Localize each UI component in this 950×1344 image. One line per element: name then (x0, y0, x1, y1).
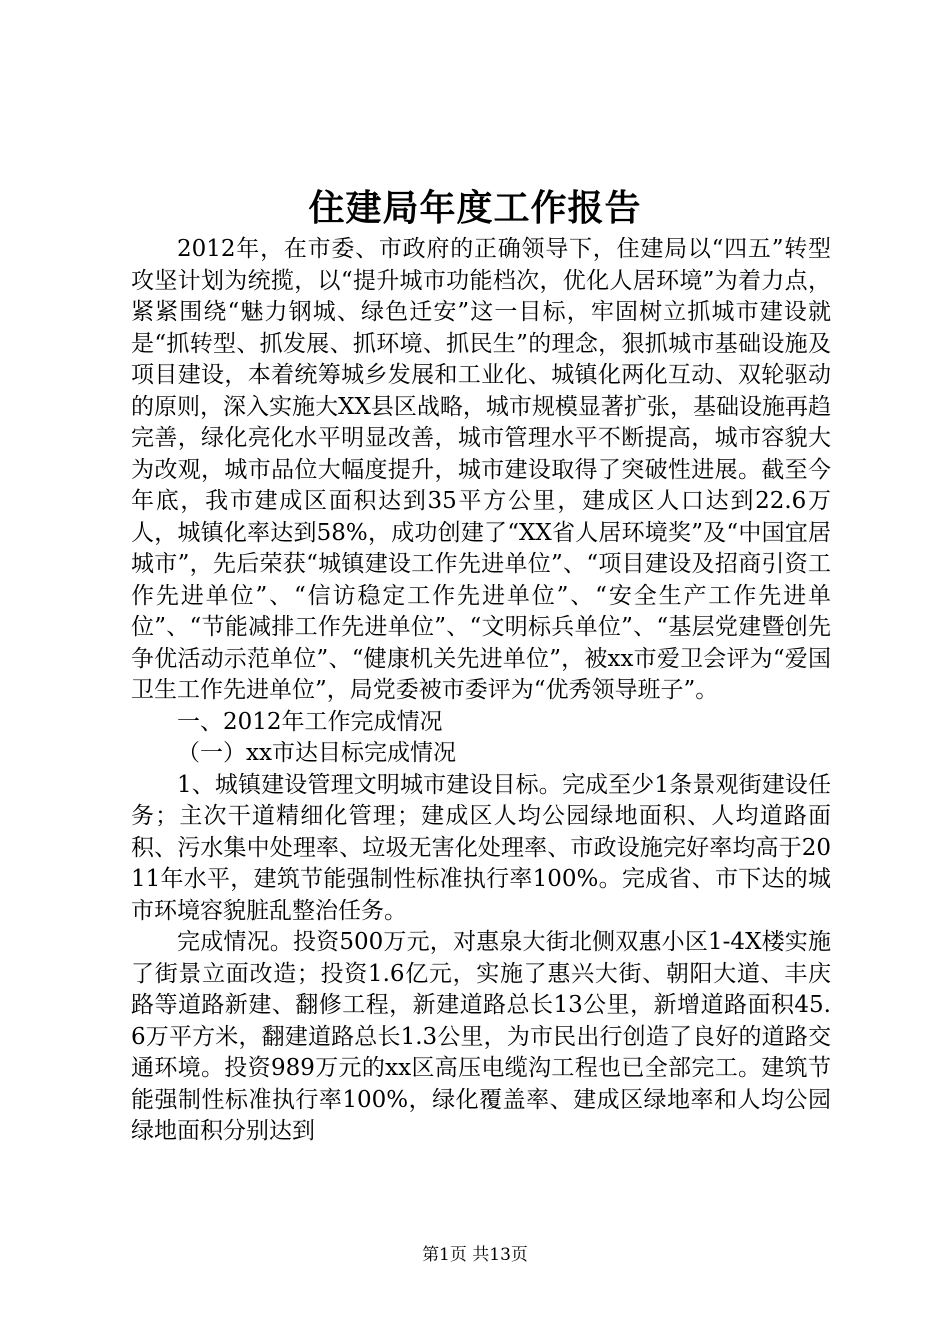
page-footer: 第1页 共13页 (422, 1245, 528, 1265)
subsection-heading-1: （一）xx市达目标完成情况 (177, 740, 456, 766)
document-body (131, 234, 831, 1148)
paragraph-target-1: 1、城镇建设管理文明城市建设目标。完成至少1条景观街建设任务；主次干道精细化管理；建成区人均公园绿地面积、人均道路面积、污水集中处理率、垃圾无害化处理率、市政设施完好率均高于2011年水平，建筑节能强制性标准执行率100%。完成省、市下达的城市环境容貌脏乱整治任务。 (131, 771, 831, 924)
paragraph-intro: 2012年，在市委、市政府的正确领导下，住建局以“四五”转型攻坚计划为统揽，以“提升城市功能档次，优化人居环境”为着力点，紧紧围绕“魅力钢城、绿色迁安”这一目标，牢固树立抓城市建设就是“抓转型、抓发展、抓环境、抓民生”的理念，狠抓城市基础设施及项目建设，本着统筹城乡发展和工业化、城镇化两化互动、双轮驱动的原则，深入实施大XX县区战略，城市规模显著扩张，基础设施再趋完善，绿化亮化水平明显改善，城市管理水平不断提高，城市容貌大为改观，城市品位大幅度提升，城市建设取得了突破性进展。截至今年底，我市建成区面积达到35平方公里，建成区人口达到22.6万人，城镇化率达到58%，成功创建了“XX省人居环境奖”及“中国宜居城市”，先后荣获“城镇建设工作先进单位”、“项目建设及招商引资工作先进单位”、“信访稳定工作先进单位”、“安全生产工作先进单位”、“节能减排工作先进单位”、“文明标兵单位”、“基层党建暨创先争优活动示范单位”、“健康机关先进单位”，被xx市爱卫会评为“爱国卫生工作先进单位”，局党委被市委评为“优秀领导班子”。 (131, 236, 831, 703)
section-heading-1: 一、2012年工作完成情况 (177, 708, 443, 735)
paragraph-completion: 完成情况。投资500万元，对惠泉大街北侧双惠小区1-4X楼实施了街景立面改造；投资1.6亿元，实施了惠兴大街、朝阳大道、丰庆路等道路新建、翻修工程，新建道路总长13公里，新增道路面积45.6万平方米，翻建道路总长1.3公里，为市民出行创造了良好的道路交通环境。投资989万元的xx区高压电缆沟工程也已全部完工。建筑节能强制性标准执行率100%，绿化覆盖率、建成区绿地率和人均公园绿地面积分别达到 (131, 929, 831, 1144)
document-title: 住建局年度工作报告 (308, 188, 642, 229)
